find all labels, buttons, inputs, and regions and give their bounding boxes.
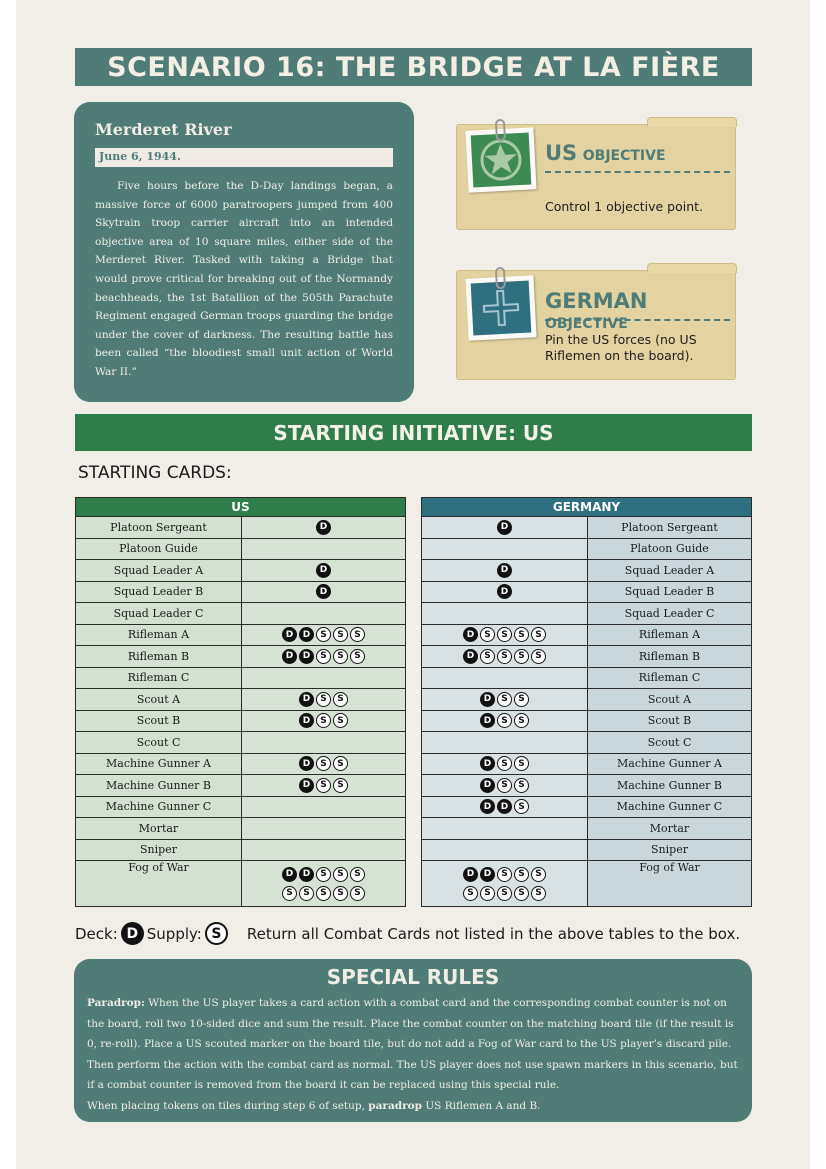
supply-card-token: S — [350, 867, 365, 882]
unit-cards — [422, 732, 588, 754]
folder-tab — [647, 263, 737, 273]
unit-name: Sniper — [588, 839, 752, 861]
supply-card-token: S — [514, 692, 529, 707]
supply-card-token: S — [316, 713, 331, 728]
unit-cards — [242, 603, 406, 625]
table-row — [76, 796, 406, 818]
deck-card-token: D — [282, 867, 297, 882]
unit-name: Squad Leader B — [76, 581, 242, 603]
deck-card-token: D — [480, 778, 495, 793]
unit-name: Sniper — [76, 839, 242, 861]
german-objective-title-big: GERMAN — [545, 289, 648, 313]
unit-cards — [242, 839, 406, 861]
unit-name: Platoon Sergeant — [588, 517, 752, 539]
table-row — [422, 689, 752, 711]
unit-name: Mortar — [588, 818, 752, 840]
supply-card-token: S — [316, 778, 331, 793]
unit-name: Platoon Sergeant — [76, 517, 242, 539]
unit-name: Mortar — [76, 818, 242, 840]
unit-name: Machine Gunner C — [588, 796, 752, 818]
unit-name: Machine Gunner A — [588, 753, 752, 775]
supply-card-token: S — [333, 778, 348, 793]
germany-table-header: GERMANY — [422, 498, 752, 517]
setup-rule-post: US Riflemen A and B. — [421, 1099, 541, 1112]
unit-cards — [242, 818, 406, 840]
unit-cards — [242, 538, 406, 560]
paperclip-icon — [495, 267, 506, 289]
supply-card-token: S — [514, 886, 529, 901]
deck-card-token: D — [463, 649, 478, 664]
supply-card-token: S — [514, 867, 529, 882]
table-row — [76, 689, 406, 711]
table-row — [422, 775, 752, 797]
unit-name: Fog of War — [588, 861, 752, 907]
deck-card-token: D — [299, 692, 314, 707]
unit-cards — [242, 775, 406, 797]
unit-cards — [422, 689, 588, 711]
deck-token-icon: D — [121, 922, 144, 945]
unit-name: Scout C — [76, 732, 242, 754]
us-objective-heading — [545, 141, 666, 165]
unit-name: Platoon Guide — [588, 538, 752, 560]
unit-cards — [242, 732, 406, 754]
german-objective-text: Pin the US forces (no US Riflemen on the board). — [545, 332, 697, 363]
supply-card-token: S — [299, 886, 314, 901]
unit-cards — [242, 689, 406, 711]
deck-card-token: D — [480, 867, 495, 882]
table-row — [76, 624, 406, 646]
supply-card-token: S — [497, 756, 512, 771]
table-row — [76, 818, 406, 840]
setup-rule-bold: paradrop — [368, 1099, 422, 1112]
table-row — [76, 560, 406, 582]
unit-name: Platoon Guide — [76, 538, 242, 560]
unit-cards — [242, 667, 406, 689]
table-row — [422, 624, 752, 646]
us-objective-photo — [465, 127, 536, 192]
deck-card-token: D — [299, 756, 314, 771]
german-objective-title-small: OBJECTIVE — [545, 316, 628, 332]
table-row — [422, 581, 752, 603]
supply-card-token: S — [480, 886, 495, 901]
scenario-title: SCENARIO 16: THE BRIDGE AT LA FIÈRE — [75, 48, 752, 86]
supply-card-token: S — [316, 649, 331, 664]
supply-card-token: S — [514, 778, 529, 793]
supply-card-token: S — [316, 627, 331, 642]
unit-cards — [242, 517, 406, 539]
intro-heading: Merderet River — [95, 120, 232, 139]
deck-card-token: D — [497, 563, 512, 578]
unit-name: Rifleman A — [76, 624, 242, 646]
deck-card-token: D — [497, 584, 512, 599]
table-row — [422, 538, 752, 560]
table-row — [422, 732, 752, 754]
paperclip-icon — [495, 119, 506, 141]
supply-label: Supply: — [146, 924, 202, 943]
us-objective-text: Control 1 objective point. — [545, 199, 703, 214]
supply-card-token: S — [350, 886, 365, 901]
deck-card-token: D — [497, 799, 512, 814]
supply-card-token: S — [531, 867, 546, 882]
paradrop-rule-text: When the US player takes a card action with a combat card and the corresponding combat counter is not on the board, roll two 10-sided dice and sum the result. Place the combat counter on the matching board tile (if the result is 0, re-roll). Place a US scouted marker on the board tile, but do not add a Fog of War card to the US player’s discard pile. Then perform the action with the combat card as normal. The US player does not use spawn markers in this scenario, but if a combat counter is removed from the board it can be replaced using this special rule. — [87, 997, 738, 1091]
unit-name: Machine Gunner C — [76, 796, 242, 818]
deck-card-token: D — [463, 627, 478, 642]
unit-name: Squad Leader A — [588, 560, 752, 582]
unit-name: Squad Leader A — [76, 560, 242, 582]
supply-card-token: S — [333, 627, 348, 642]
deck-card-token: D — [299, 649, 314, 664]
unit-cards — [422, 796, 588, 818]
supply-card-token: S — [350, 627, 365, 642]
supply-token-icon: S — [205, 922, 228, 945]
deck-card-token: D — [463, 867, 478, 882]
supply-card-token: S — [497, 649, 512, 664]
table-row — [76, 517, 406, 539]
unit-name: Scout A — [76, 689, 242, 711]
unit-cards — [422, 667, 588, 689]
supply-card-token: S — [333, 756, 348, 771]
germany-cards-table — [421, 497, 752, 907]
unit-cards — [242, 710, 406, 732]
supply-card-token: S — [480, 627, 495, 642]
table-row — [76, 603, 406, 625]
german-objective-photo — [465, 275, 536, 340]
supply-card-token: S — [463, 886, 478, 901]
starting-initiative: STARTING INITIATIVE: US — [75, 414, 752, 451]
supply-card-token: S — [497, 627, 512, 642]
unit-cards — [422, 603, 588, 625]
unit-name: Scout C — [588, 732, 752, 754]
supply-card-token: S — [333, 886, 348, 901]
deck-card-token: D — [316, 520, 331, 535]
deck-label: Deck: — [75, 924, 118, 943]
table-row — [76, 775, 406, 797]
folder-tab — [647, 117, 737, 127]
supply-card-token: S — [531, 886, 546, 901]
unit-name: Rifleman B — [76, 646, 242, 668]
table-row — [76, 861, 406, 907]
german-objective-heading — [545, 289, 735, 332]
table-row — [76, 667, 406, 689]
table-row — [422, 603, 752, 625]
us-cards-table — [75, 497, 406, 907]
unit-name: Machine Gunner A — [76, 753, 242, 775]
unit-name: Squad Leader B — [588, 581, 752, 603]
intro-date: June 6, 1944. — [95, 148, 393, 167]
supply-card-token: S — [514, 627, 529, 642]
deck-card-token: D — [480, 713, 495, 728]
supply-card-token: S — [531, 649, 546, 664]
unit-name: Rifleman A — [588, 624, 752, 646]
table-row — [422, 839, 752, 861]
supply-card-token: S — [333, 649, 348, 664]
unit-cards — [422, 517, 588, 539]
divider — [545, 171, 730, 173]
unit-cards — [242, 753, 406, 775]
table-row — [422, 796, 752, 818]
us-objective-title-big: US — [545, 141, 578, 165]
unit-name: Machine Gunner B — [76, 775, 242, 797]
setup-rule-pre: When placing tokens on tiles during step 6 of setup, — [87, 1099, 369, 1112]
unit-cards — [242, 646, 406, 668]
special-rules-text — [87, 993, 739, 1116]
german-objective-card — [456, 270, 736, 380]
unit-cards — [422, 624, 588, 646]
supply-card-token: S — [497, 778, 512, 793]
supply-card-token: S — [514, 713, 529, 728]
supply-card-token: S — [514, 799, 529, 814]
deck-card-token: D — [316, 584, 331, 599]
table-row — [422, 560, 752, 582]
table-row — [422, 753, 752, 775]
unit-cards — [422, 560, 588, 582]
rulebook-page — [16, 0, 810, 1169]
deck-card-token: D — [480, 756, 495, 771]
us-table-header: US — [76, 498, 406, 517]
special-rules-panel — [74, 959, 752, 1122]
unit-name: Squad Leader C — [76, 603, 242, 625]
paradrop-rule-label: Paradrop: — [87, 997, 145, 1009]
deck-card-token: D — [299, 778, 314, 793]
table-row — [76, 839, 406, 861]
unit-name: Scout A — [588, 689, 752, 711]
unit-cards — [242, 560, 406, 582]
unit-name: Scout B — [588, 710, 752, 732]
table-row — [76, 646, 406, 668]
unit-cards — [422, 775, 588, 797]
us-objective-title-small: OBJECTIVE — [582, 148, 666, 164]
deck-card-token: D — [480, 692, 495, 707]
table-row — [422, 517, 752, 539]
unit-cards — [422, 581, 588, 603]
supply-card-token: S — [514, 649, 529, 664]
table-row — [422, 667, 752, 689]
deck-card-token: D — [497, 520, 512, 535]
unit-cards — [422, 646, 588, 668]
deck-card-token: D — [299, 713, 314, 728]
supply-card-token: S — [333, 867, 348, 882]
supply-card-token: S — [497, 867, 512, 882]
table-row — [76, 732, 406, 754]
unit-cards — [422, 753, 588, 775]
table-row — [422, 646, 752, 668]
unit-cards — [422, 818, 588, 840]
intro-panel — [74, 102, 414, 402]
unit-cards — [242, 796, 406, 818]
supply-card-token: S — [333, 713, 348, 728]
unit-cards — [422, 710, 588, 732]
supply-card-token: S — [350, 649, 365, 664]
unit-name: Machine Gunner B — [588, 775, 752, 797]
supply-card-token: S — [316, 756, 331, 771]
supply-card-token: S — [497, 886, 512, 901]
supply-card-token: S — [531, 627, 546, 642]
unit-cards — [422, 861, 588, 907]
unit-cards — [242, 581, 406, 603]
legend-note: Return all Combat Cards not listed in the above tables to the box. — [246, 924, 741, 943]
table-row — [422, 710, 752, 732]
unit-name: Squad Leader C — [588, 603, 752, 625]
unit-cards — [242, 861, 406, 907]
deck-card-token: D — [299, 867, 314, 882]
table-row — [76, 710, 406, 732]
unit-name: Rifleman B — [588, 646, 752, 668]
supply-card-token: S — [316, 692, 331, 707]
unit-name: Rifleman C — [588, 667, 752, 689]
card-legend — [75, 922, 775, 945]
table-row — [76, 538, 406, 560]
unit-name: Rifleman C — [76, 667, 242, 689]
supply-card-token: S — [333, 692, 348, 707]
supply-card-token: S — [316, 886, 331, 901]
supply-card-token: S — [282, 886, 297, 901]
deck-card-token: D — [282, 649, 297, 664]
starting-cards-label: STARTING CARDS: — [78, 463, 232, 483]
deck-card-token: D — [299, 627, 314, 642]
unit-name: Fog of War — [76, 861, 242, 907]
unit-cards — [242, 624, 406, 646]
deck-card-token: D — [282, 627, 297, 642]
intro-text: Five hours before the D-Day landings began, a massive force of 6000 paratroopers jumped from 400 Skytrain troop carrier aircraft into an intended objective area of 10 square miles, either side of the Merderet River. Tasked with taking a Bridge that would prove critical for breaking out of the Normandy beachheads, the 1st Batallion of the 505th Parachute Regiment engaged German troops guarding the bridge under the cover of darkness. The resulting battle has been called “the bloodiest small unit action of World War II.” — [95, 180, 393, 378]
table-row — [76, 753, 406, 775]
unit-cards — [422, 538, 588, 560]
unit-name: Scout B — [76, 710, 242, 732]
supply-card-token: S — [480, 649, 495, 664]
supply-card-token: S — [514, 756, 529, 771]
divider — [545, 319, 730, 321]
special-rules-title: SPECIAL RULES — [326, 965, 500, 989]
deck-card-token: D — [316, 563, 331, 578]
supply-card-token: S — [497, 692, 512, 707]
unit-cards — [422, 839, 588, 861]
supply-card-token: S — [497, 713, 512, 728]
us-objective-card — [456, 124, 736, 230]
table-row — [76, 581, 406, 603]
supply-card-token: S — [316, 867, 331, 882]
table-row — [422, 861, 752, 907]
table-row — [422, 818, 752, 840]
deck-card-token: D — [480, 799, 495, 814]
